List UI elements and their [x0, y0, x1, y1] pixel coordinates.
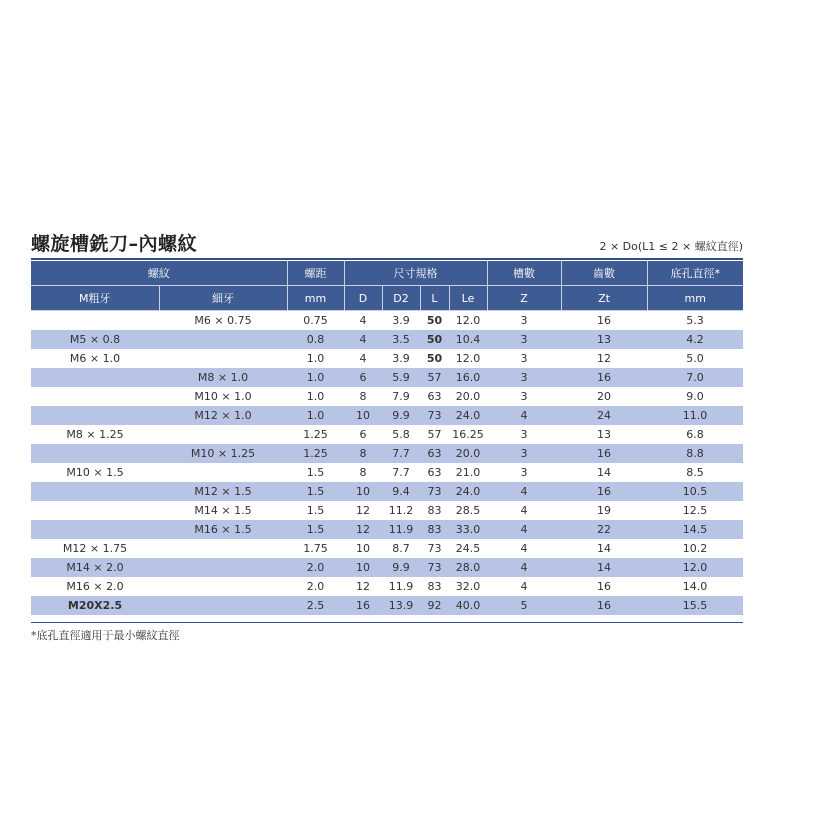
- cell-hole: 15.5: [647, 596, 743, 615]
- header-row-2: [31, 286, 743, 311]
- cell-zt: 12: [597, 352, 611, 365]
- cell-coarse: M5 × 0.8: [31, 330, 159, 349]
- cell-coarse: [31, 387, 159, 406]
- table-row: [31, 425, 743, 444]
- cell-zt: 13: [597, 428, 611, 441]
- cell-fine: [159, 596, 287, 615]
- cell-z: 4: [487, 406, 561, 425]
- cell-zt: 14: [597, 542, 611, 555]
- cell-l: 83: [427, 580, 442, 593]
- cell-fine: [159, 349, 287, 368]
- cell-l: 63: [420, 444, 449, 463]
- cell-z: 4: [520, 504, 528, 517]
- cell-d2: 3.5: [382, 330, 420, 349]
- cell-z: 3: [520, 466, 528, 479]
- cell-pitch: 2.0: [306, 580, 325, 593]
- cell-hole: 9.0: [686, 390, 704, 403]
- table-row: [31, 349, 743, 368]
- cell-zt: 19: [597, 504, 611, 517]
- cell-zt: 13: [561, 330, 647, 349]
- cell-l: 63: [427, 466, 442, 479]
- cell-fine: M12 × 1.0: [159, 406, 287, 425]
- cell-pitch: 1.0: [306, 390, 325, 403]
- cell-l: 57: [427, 428, 442, 441]
- cell-pitch: 0.8: [287, 330, 344, 349]
- cell-l: 50: [426, 352, 443, 365]
- cell-z: 5: [487, 596, 561, 615]
- cell-le: 24.0: [449, 482, 487, 501]
- cell-le: 33.0: [449, 520, 487, 539]
- cell-pitch: 1.5: [306, 504, 325, 517]
- cell-hole: 14.0: [682, 580, 708, 593]
- cell-d2: 11.9: [382, 520, 420, 539]
- cell-d: 12: [356, 580, 370, 593]
- bottom-divider: [31, 622, 743, 623]
- col-thread-header: 螺紋: [31, 261, 287, 286]
- col-le-header: Le: [449, 286, 487, 311]
- cell-le: 21.0: [455, 466, 481, 479]
- cell-le: 28.0: [449, 558, 487, 577]
- col-d2-header: D2: [382, 286, 420, 311]
- cell-pitch: 1.5: [287, 520, 344, 539]
- cell-zt: 16: [561, 482, 647, 501]
- cell-d2: 9.9: [382, 558, 420, 577]
- title-divider: [31, 258, 743, 260]
- cell-l: 92: [420, 596, 449, 615]
- cell-l: 73: [420, 482, 449, 501]
- cell-coarse: M10 × 1.5: [66, 466, 124, 479]
- cell-d2: 5.8: [392, 428, 410, 441]
- cell-hole: 5.0: [686, 352, 704, 365]
- col-d-header: D: [344, 286, 382, 311]
- cell-coarse: [31, 406, 159, 425]
- table-row: [31, 368, 743, 387]
- cell-le: 28.5: [455, 504, 481, 517]
- cell-fine: M16 × 1.5: [159, 520, 287, 539]
- cell-fine: M8 × 1.0: [159, 368, 287, 387]
- cell-fine: M14 × 1.5: [194, 504, 252, 517]
- table-row: [31, 558, 743, 577]
- cell-le: 40.0: [449, 596, 487, 615]
- cell-fine: M6 × 0.75: [194, 314, 252, 327]
- table-row: [31, 501, 743, 520]
- cell-pitch: 1.5: [306, 466, 325, 479]
- cell-d: 6: [344, 368, 382, 387]
- col-fine-header: 細牙: [159, 286, 287, 311]
- cell-z: 3: [520, 428, 528, 441]
- cell-hole: 10.2: [682, 542, 708, 555]
- cell-coarse: M6 × 1.0: [69, 352, 121, 365]
- cell-l: 57: [420, 368, 449, 387]
- cell-hole: 12.5: [682, 504, 708, 517]
- cell-d2: 8.7: [392, 542, 410, 555]
- cell-coarse: [31, 311, 159, 331]
- cell-d: 10: [356, 542, 370, 555]
- spec-table: [31, 261, 743, 615]
- table-body: [31, 311, 743, 616]
- cell-coarse: M20X2.5: [31, 596, 159, 615]
- cell-zt: 16: [597, 580, 611, 593]
- cell-le: 20.0: [455, 390, 481, 403]
- cell-fine: [159, 539, 287, 558]
- col-flutes-header: 槽數: [487, 261, 561, 286]
- cell-le: 20.0: [449, 444, 487, 463]
- col-teeth-header: 齒數: [561, 261, 647, 286]
- cell-hole: 11.0: [647, 406, 743, 425]
- cell-z: 3: [487, 368, 561, 387]
- page-title: 螺旋槽銑刀–內螺紋: [31, 233, 198, 255]
- cell-le: 12.0: [455, 314, 481, 327]
- col-dimensions-header: 尺寸規格: [344, 261, 487, 286]
- cell-hole: 6.8: [686, 428, 704, 441]
- cell-fine: M12 × 1.5: [159, 482, 287, 501]
- cell-d: 12: [344, 520, 382, 539]
- cell-d2: 3.9: [392, 314, 410, 327]
- cell-pitch: 1.25: [287, 444, 344, 463]
- cell-pitch: 1.0: [287, 406, 344, 425]
- cell-hole: 5.3: [686, 314, 704, 327]
- cell-le: 16.0: [449, 368, 487, 387]
- cell-d2: 11.2: [388, 504, 414, 517]
- cell-hole: 7.0: [647, 368, 743, 387]
- cell-d: 16: [344, 596, 382, 615]
- cell-zt: 16: [561, 596, 647, 615]
- cell-pitch: 1.25: [303, 428, 328, 441]
- cell-l: 73: [420, 558, 449, 577]
- cell-l: 73: [427, 542, 442, 555]
- cell-le: 12.0: [455, 352, 481, 365]
- cell-fine: [159, 463, 287, 482]
- cell-hole: 12.0: [647, 558, 743, 577]
- cell-d: 4: [344, 330, 382, 349]
- cell-d: 10: [344, 558, 382, 577]
- cell-le: 24.0: [449, 406, 487, 425]
- cell-hole: 4.2: [647, 330, 743, 349]
- cell-d: 8: [359, 390, 367, 403]
- cell-zt: 14: [561, 558, 647, 577]
- cell-pitch: 0.75: [303, 314, 328, 327]
- cell-d2: 11.9: [388, 580, 414, 593]
- cell-pitch: 2.0: [287, 558, 344, 577]
- cell-zt: 16: [561, 444, 647, 463]
- table-row: [31, 330, 743, 349]
- table-row: [31, 539, 743, 558]
- cell-l: 50: [426, 314, 443, 327]
- col-pitch-header: 螺距: [287, 261, 344, 286]
- cell-d2: 13.9: [382, 596, 420, 615]
- cell-zt: 22: [561, 520, 647, 539]
- cell-hole: 8.8: [647, 444, 743, 463]
- cell-fine: [159, 577, 287, 596]
- col-pitch-unit: mm: [287, 286, 344, 311]
- cell-z: 4: [487, 558, 561, 577]
- cell-l: 83: [427, 504, 442, 517]
- cell-coarse: M14 × 2.0: [31, 558, 159, 577]
- cell-fine: [159, 558, 287, 577]
- cell-d2: 3.9: [392, 352, 410, 365]
- table-row: [31, 444, 743, 463]
- cell-d2: 7.7: [382, 444, 420, 463]
- table-row: [31, 596, 743, 615]
- cell-coarse: [31, 482, 159, 501]
- cell-pitch: 1.75: [303, 542, 328, 555]
- cell-d2: 7.7: [392, 466, 410, 479]
- cell-le: 10.4: [449, 330, 487, 349]
- cell-zt: 14: [597, 466, 611, 479]
- cell-fine: M10 × 1.0: [194, 390, 252, 403]
- cell-z: 4: [520, 580, 528, 593]
- cell-coarse: [31, 444, 159, 463]
- table-row: [31, 406, 743, 425]
- cell-d: 10: [344, 482, 382, 501]
- table-row: [31, 577, 743, 596]
- cell-z: 4: [487, 482, 561, 501]
- cell-z: 3: [520, 390, 528, 403]
- cell-d2: 9.4: [382, 482, 420, 501]
- cell-d: 8: [344, 444, 382, 463]
- cell-d: 4: [359, 314, 367, 327]
- cell-pitch: 1.0: [306, 352, 325, 365]
- cell-coarse: M8 × 1.25: [66, 428, 124, 441]
- table-row: [31, 387, 743, 406]
- cell-zt: 24: [561, 406, 647, 425]
- cell-coarse: M12 × 1.75: [62, 542, 128, 555]
- cell-l: 83: [420, 520, 449, 539]
- cell-pitch: 1.0: [287, 368, 344, 387]
- table-row: [31, 482, 743, 501]
- cell-fine: M10 × 1.25: [159, 444, 287, 463]
- cell-d: 12: [356, 504, 370, 517]
- cell-zt: 20: [597, 390, 611, 403]
- cell-coarse: [31, 501, 159, 520]
- col-hole-header: 底孔直徑*: [647, 261, 743, 286]
- cell-d: 6: [359, 428, 367, 441]
- col-coarse-header: M粗牙: [31, 286, 159, 311]
- cell-d: 10: [344, 406, 382, 425]
- cell-z: 4: [520, 542, 528, 555]
- cell-l: 63: [427, 390, 442, 403]
- cell-hole: 8.5: [686, 466, 704, 479]
- col-zt-header: Zt: [561, 286, 647, 311]
- cell-z: 3: [520, 352, 528, 365]
- cell-coarse: M16 × 2.0: [66, 580, 124, 593]
- header-row-1: [31, 261, 743, 286]
- cell-le: 24.5: [455, 542, 481, 555]
- cell-z: 3: [520, 314, 528, 327]
- cell-zt: 16: [561, 368, 647, 387]
- cell-d2: 7.9: [392, 390, 410, 403]
- cell-coarse: [31, 368, 159, 387]
- table-row: [31, 520, 743, 539]
- cell-pitch: 2.5: [287, 596, 344, 615]
- cell-z: 4: [487, 520, 561, 539]
- cell-hole: 14.5: [647, 520, 743, 539]
- col-l-header: L: [420, 286, 449, 311]
- cell-d: 8: [359, 466, 367, 479]
- cell-le: 16.25: [452, 428, 484, 441]
- length-note: 2 × Do(L1 ≤ 2 × 螺紋直徑): [599, 240, 743, 253]
- col-z-header: Z: [487, 286, 561, 311]
- cell-l: 50: [420, 330, 449, 349]
- cell-d2: 5.9: [382, 368, 420, 387]
- cell-z: 3: [487, 330, 561, 349]
- cell-le: 32.0: [455, 580, 481, 593]
- table-row: [31, 311, 743, 331]
- cell-l: 73: [420, 406, 449, 425]
- cell-zt: 16: [597, 314, 611, 327]
- cell-hole: 10.5: [647, 482, 743, 501]
- cell-fine: [159, 425, 287, 444]
- cell-z: 3: [487, 444, 561, 463]
- table-row: [31, 463, 743, 482]
- footnote: *底孔直徑適用于最小螺紋直徑: [31, 629, 180, 642]
- cell-fine: [159, 330, 287, 349]
- cell-d: 4: [359, 352, 367, 365]
- cell-coarse: [31, 520, 159, 539]
- cell-pitch: 1.5: [287, 482, 344, 501]
- col-hole-unit: mm: [647, 286, 743, 311]
- cell-d2: 9.9: [382, 406, 420, 425]
